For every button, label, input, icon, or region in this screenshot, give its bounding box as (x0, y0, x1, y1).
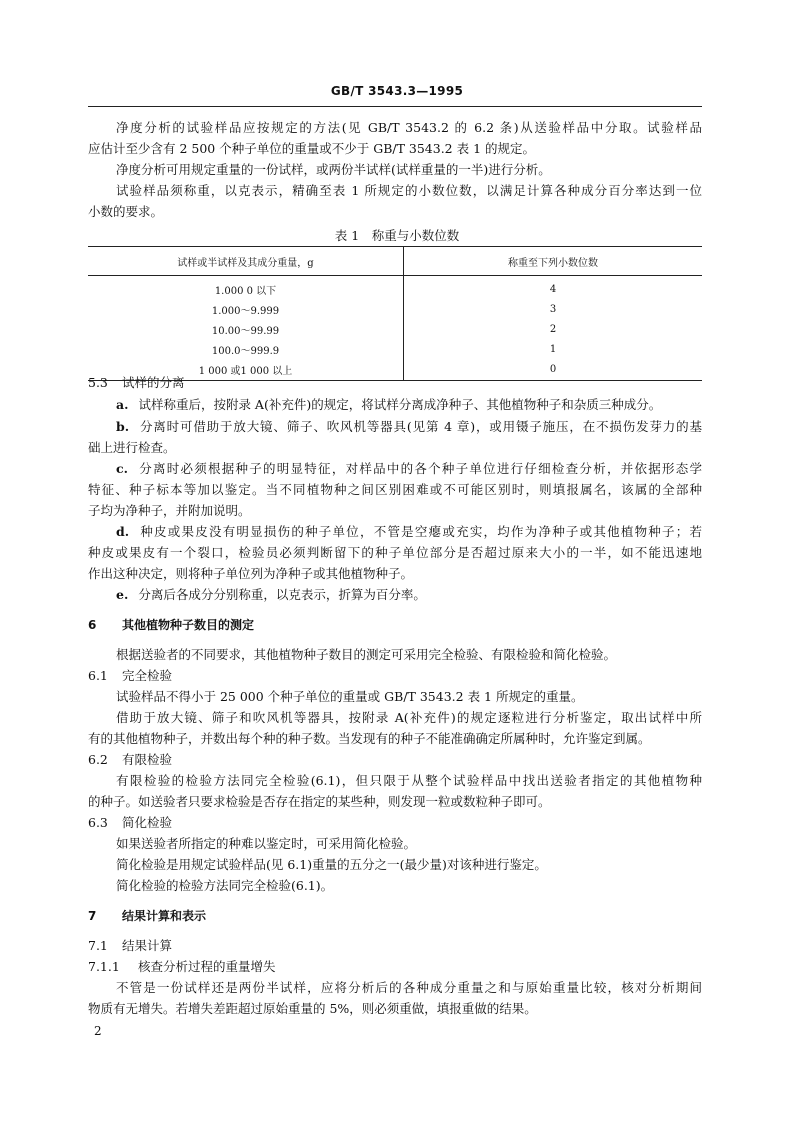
text-line: 不管是一份试样还是两份半试样，应将分析后的各种成分重量之和与原始重量比较，核对分析期间 (116, 980, 702, 995)
table-cell: 1.000～9.999 (88, 299, 404, 319)
text-line: 物质有无增失。若增失差距超过原始重量的 5%，则必须重做，填报重做的结果。 (88, 1001, 537, 1016)
text-line: 根据送验者的不同要求，其他植物种子数目的测定可采用完全检验、有限检验和简化检验。 (116, 647, 617, 662)
list-label: d. (116, 524, 130, 539)
text-line: 有的其他植物种子，并数出每个种的种子数。当发现有的种子不能准确确定所属种时，允许鉴定到属。 (88, 731, 651, 746)
section-title: 有限检验 (122, 752, 173, 767)
list-text: 分离后各成分分别称重，以克表示，折算为百分率。 (138, 587, 426, 602)
table-cell: 4 (549, 283, 557, 295)
table-cell: 0 (404, 360, 703, 381)
text-line: 子均为净种子，并附加说明。 (88, 503, 251, 518)
section-title: 完全检验 (122, 668, 173, 683)
list-item-b (116, 419, 702, 435)
table-cell: 1.000 0 以下 (88, 276, 404, 300)
list-label: b. (116, 419, 130, 434)
page-number: 2 (94, 1024, 102, 1038)
text-line: 础上进行检查。 (88, 440, 176, 455)
text-line: 种皮或果皮有一个裂口，检验员必须判断留下的种子单位部分是否超过原来大小的一半，如不能迅速地 (88, 545, 702, 560)
table-cell: 1 000 或1 000 以上 (88, 360, 404, 381)
text-line: 简化检验是用规定试验样品(见 6.1)重量的五分之一(最少量)对该种进行鉴定。 (116, 857, 547, 872)
text-line: 净度分析的试验样品应按规定的方法(见 GB/T 3543.2 的 6.2 条)从送验样品中分取。试验样品 (116, 120, 702, 135)
list-label: c. (116, 461, 128, 476)
weighing-table (88, 246, 702, 381)
table-header-row (88, 247, 702, 276)
text-line: 应估计至少含有 2 500 个种子单位的重量或不少于 GB/T 3543.2 表 1 的规定。 (88, 141, 536, 156)
text-line: 的种子。如送验者只要求检验是否存在指定的某些种，则发现一粒或数粒种子即可。 (88, 794, 551, 809)
list-item-d (116, 524, 702, 540)
table-header-cell: 试样或半试样及其成分重量，g (88, 247, 404, 276)
section-title: 其他植物种子数目的测定 (122, 618, 255, 632)
table-cell: 1 (549, 344, 557, 356)
section-number: 5.3 (88, 375, 108, 390)
section-heading-7-1 (88, 938, 702, 954)
text-line: 借助于放大镜、筛子和吹风机等器具，按附录 A(补充件)的规定逐粒进行分析鉴定，取出试样中所 (116, 710, 702, 725)
section-title: 结果计算和表示 (122, 909, 207, 923)
table-row (88, 276, 702, 300)
section-number: 6.3 (88, 815, 108, 830)
section-number: 7.1.1 (88, 959, 120, 974)
list-label: a. (116, 397, 129, 412)
list-item-c (116, 461, 702, 477)
section-title: 核查分析过程的重量增失 (138, 959, 276, 974)
text-line: 有限检验的检验方法同完全检验(6.1)，但只限于从整个试验样品中找出送验者指定的其他植物种 (116, 773, 702, 788)
section-heading-6-3 (88, 815, 702, 831)
table-cell: 3 (549, 303, 557, 315)
text-line: 小数的要求。 (88, 204, 164, 219)
section-number: 7.1 (88, 938, 108, 953)
table-row (88, 340, 702, 360)
section-heading-7-1-1 (88, 959, 702, 975)
list-text: 试样称重后，按附录 A(补充件)的规定，将试样分离成净种子、其他植物种子和杂质三种成分。 (138, 397, 662, 412)
text-line: 如果送验者所指定的种难以鉴定时，可采用简化检验。 (116, 836, 417, 851)
table-cell: 100.0～999.9 (88, 340, 404, 360)
list-text: 分离时可借助于放大镜、筛子、吹风机等器具(见第 4 章)，或用镊子施压，在不损伤发芽力的基 (139, 419, 702, 434)
text-line: 简化检验的检验方法同完全检验(6.1)。 (116, 878, 334, 893)
text-line: 作出这种决定，则将种子单位列为净种子或其他植物种子。 (88, 566, 414, 581)
table-row (88, 299, 702, 319)
section-title: 结果计算 (122, 938, 173, 953)
section-number: 6 (88, 618, 97, 632)
section-heading-6-1 (88, 668, 702, 684)
section-heading-5-3 (88, 375, 702, 391)
table-cell: 2 (549, 323, 557, 335)
section-heading-7 (88, 908, 702, 924)
list-item-e (116, 587, 702, 603)
section-heading-6 (88, 617, 702, 633)
section-number: 7 (88, 909, 97, 923)
section-title: 简化检验 (122, 815, 173, 830)
text-line: 净度分析可用规定重量的一份试样，或两份半试样(试样重量的一半)进行分析。 (116, 162, 551, 177)
table-row (88, 319, 702, 339)
table-caption: 表 1 称重与小数位数 (334, 228, 460, 243)
text-line: 试验样品须称重，以克表示，精确至表 1 所规定的小数位数，以满足计算各种成分百分率达到一位 (116, 183, 702, 198)
header-rule (88, 106, 702, 107)
section-title: 试样的分离 (122, 375, 185, 390)
list-text: 种皮或果皮没有明显损伤的种子单位，不管是空瘪或充实，均作为净种子或其他植物种子；若 (139, 524, 702, 539)
table-cell: 10.00～99.99 (88, 319, 404, 339)
section-number: 6.1 (88, 668, 108, 683)
page-header: GB/T 3543.3—1995 (330, 84, 464, 98)
text-line: 试验样品不得小于 25 000 个种子单位的重量或 GB/T 3543.2 表 1 所规定的重量。 (116, 689, 584, 704)
list-item-a (116, 397, 702, 413)
list-text: 分离时必须根据种子的明显特征，对样品中的各个种子单位进行仔细检查分析，并依据形态学 (137, 461, 702, 476)
table-header-cell: 称重至下列小数位数 (404, 247, 703, 276)
section-number: 6.2 (88, 752, 108, 767)
section-heading-6-2 (88, 752, 702, 768)
text-line: 特征、种子标本等加以鉴定。当不同植物种之间区别困难或不可能区别时，则填报属名，该属的全部种 (88, 482, 702, 497)
list-label: e. (116, 587, 129, 602)
